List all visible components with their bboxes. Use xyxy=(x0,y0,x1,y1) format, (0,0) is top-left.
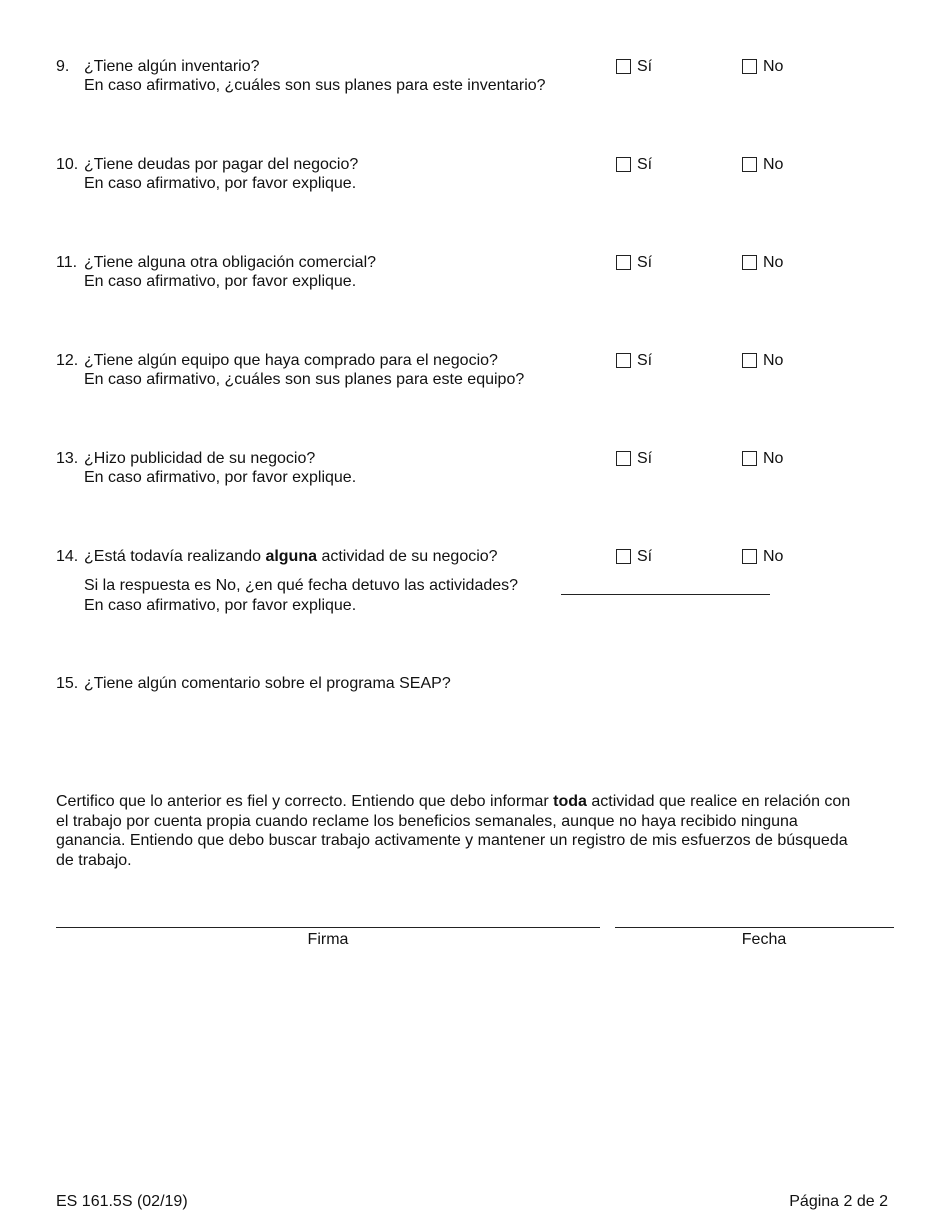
no-label: No xyxy=(763,254,784,271)
question-13-number: 13. xyxy=(56,450,79,467)
checkbox-icon[interactable] xyxy=(616,59,631,74)
certification-statement xyxy=(56,792,866,870)
form-identifier: ES 161.5S (02/19) xyxy=(56,1193,188,1210)
question-13-yes-checkbox[interactable] xyxy=(616,449,652,468)
date-line[interactable] xyxy=(615,927,894,928)
question-12-yes-checkbox[interactable] xyxy=(616,351,652,370)
checkbox-icon[interactable] xyxy=(742,157,757,172)
question-9-yes-checkbox[interactable] xyxy=(616,57,652,76)
certification-part-1: Certifico que lo anterior es fiel y correcto. Entiendo que debo informar xyxy=(56,793,554,810)
signature-label: Firma xyxy=(307,931,349,948)
stop-date-field[interactable] xyxy=(561,594,770,595)
question-9-text: ¿Tiene algún inventario? xyxy=(84,58,260,75)
checkbox-icon[interactable] xyxy=(742,451,757,466)
question-11-number: 11. xyxy=(56,254,78,271)
checkbox-icon[interactable] xyxy=(742,59,757,74)
question-14-text-bold: alguna xyxy=(265,548,317,565)
yes-label: Sí xyxy=(637,156,653,173)
question-11-subtext: En caso afirmativo, por favor explique. xyxy=(84,273,357,290)
question-14-text xyxy=(84,547,498,566)
question-14-number: 14. xyxy=(56,548,79,565)
page-number: Página 2 de 2 xyxy=(789,1193,888,1210)
question-9-subtext: En caso afirmativo, ¿cuáles son sus planes para este inventario? xyxy=(84,77,546,94)
yes-label: Sí xyxy=(637,450,653,467)
question-12-number: 12. xyxy=(56,352,79,369)
checkbox-icon[interactable] xyxy=(616,451,631,466)
no-label: No xyxy=(763,450,784,467)
question-14-subtext-stop-date: Si la respuesta es No, ¿en qué fecha detuvo las actividades? xyxy=(84,577,519,594)
question-14-text-before: ¿Está todavía realizando xyxy=(84,548,266,565)
question-9-number: 9. xyxy=(56,58,70,75)
question-9-no-checkbox[interactable] xyxy=(742,57,783,76)
question-14-text-after: actividad de su negocio? xyxy=(317,548,498,565)
question-13-text: ¿Hizo publicidad de su negocio? xyxy=(84,450,316,467)
question-13-subtext: En caso afirmativo, por favor explique. xyxy=(84,469,357,486)
certification-bold: toda xyxy=(553,793,587,810)
question-14-yes-checkbox[interactable] xyxy=(616,547,652,566)
question-15-number: 15. xyxy=(56,675,79,692)
certification-part-2: actividad que realice en relación con el trabajo por cuenta propia cuando reclame los beneficios semanales, aunque no haya recibido ninguna ganancia. Entiendo que debo buscar trabajo activamente y mantener un registro de mis esfuerzos de búsqueda de trabajo. xyxy=(56,793,851,869)
yes-label: Sí xyxy=(637,548,653,565)
question-10-text: ¿Tiene deudas por pagar del negocio? xyxy=(84,156,359,173)
question-11-no-checkbox[interactable] xyxy=(742,253,783,272)
checkbox-icon[interactable] xyxy=(616,353,631,368)
question-12-no-checkbox[interactable] xyxy=(742,351,783,370)
question-13-no-checkbox[interactable] xyxy=(742,449,783,468)
yes-label: Sí xyxy=(637,352,653,369)
signature-line[interactable] xyxy=(56,927,600,928)
question-10-yes-checkbox[interactable] xyxy=(616,155,652,174)
question-12-subtext: En caso afirmativo, ¿cuáles son sus planes para este equipo? xyxy=(84,371,525,388)
question-15-text: ¿Tiene algún comentario sobre el programa SEAP? xyxy=(84,675,451,692)
question-11-text: ¿Tiene alguna otra obligación comercial? xyxy=(84,254,377,271)
no-label: No xyxy=(763,548,784,565)
checkbox-icon[interactable] xyxy=(616,549,631,564)
question-10-number: 10. xyxy=(56,156,79,173)
checkbox-icon[interactable] xyxy=(616,255,631,270)
question-11-yes-checkbox[interactable] xyxy=(616,253,652,272)
checkbox-icon[interactable] xyxy=(742,353,757,368)
question-14-no-checkbox[interactable] xyxy=(742,547,783,566)
checkbox-icon[interactable] xyxy=(616,157,631,172)
no-label: No xyxy=(763,352,784,369)
question-12-text: ¿Tiene algún equipo que haya comprado para el negocio? xyxy=(84,352,498,369)
no-label: No xyxy=(763,156,784,173)
date-label: Fecha xyxy=(741,931,787,948)
checkbox-icon[interactable] xyxy=(742,255,757,270)
question-10-subtext: En caso afirmativo, por favor explique. xyxy=(84,175,357,192)
checkbox-icon[interactable] xyxy=(742,549,757,564)
no-label: No xyxy=(763,58,784,75)
yes-label: Sí xyxy=(637,58,653,75)
yes-label: Sí xyxy=(637,254,653,271)
question-14-subtext-explain: En caso afirmativo, por favor explique. xyxy=(84,597,357,614)
question-10-no-checkbox[interactable] xyxy=(742,155,783,174)
